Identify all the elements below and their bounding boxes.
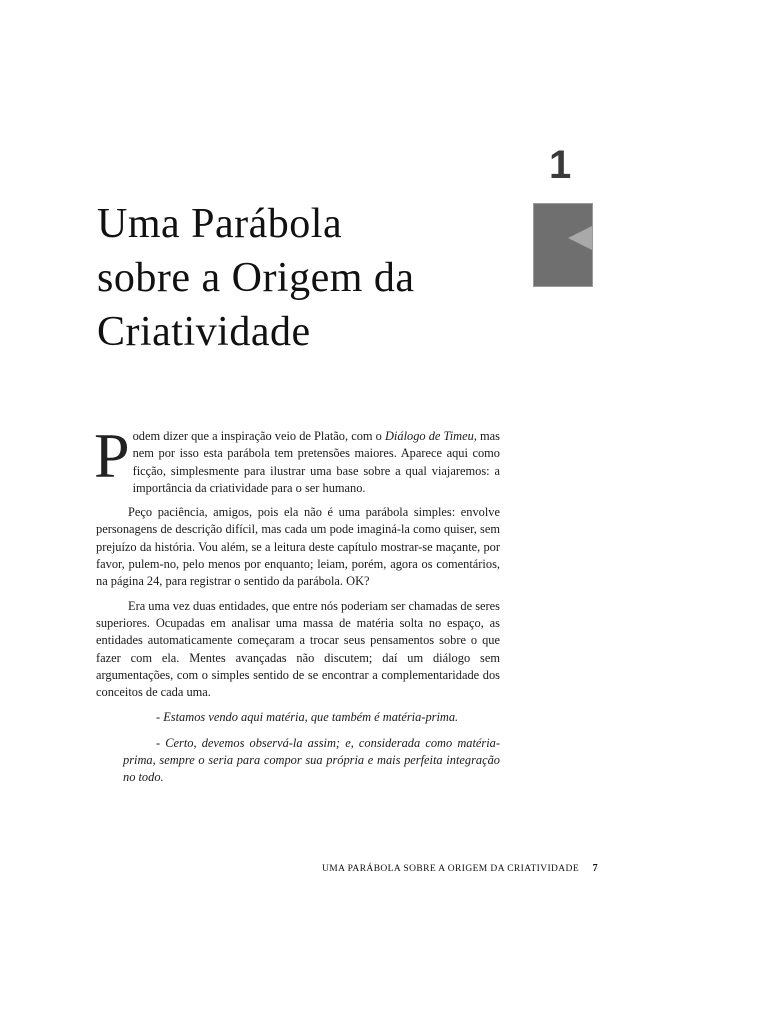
chapter-title-line-3: Criatividade: [97, 309, 311, 355]
dialogue-line-1: [96, 709, 500, 726]
paragraph-1-text-b: mas nem por isso esta parábola tem pretensões maiores. Aparece aqui como ficção, simplesmente para ilustrar uma base sobre a qual viajaremos: a importância da criatividade para o ser humano.: [132, 429, 500, 495]
drop-cap: P: [94, 420, 130, 491]
chapter-number: 1: [549, 143, 572, 187]
chapter-title-line-1: Uma Parábola: [97, 201, 343, 247]
page-footer: [322, 862, 598, 876]
running-head: UMA PARÁBOLA SOBRE A ORIGEM DA CRIATIVIDADE: [322, 864, 580, 874]
chapter-block-notch: [568, 226, 592, 250]
chapter-title: [97, 197, 517, 359]
dialogue-line-2: [96, 735, 500, 787]
paragraph-1-text-a: odem dizer que a inspiração veio de Platão, com o: [132, 429, 385, 443]
paragraph-1: [94, 420, 500, 497]
body-text: [94, 420, 500, 787]
dialogue-line-1-text: - Estamos vendo aqui matéria, que também é matéria-prima.: [156, 710, 459, 725]
chapter-title-line-2: sobre a Origem da: [97, 255, 415, 301]
paragraph-3: Era uma vez duas entidades, que entre nós poderiam ser chamadas de seres superiores. Ocupadas em analisar uma massa de matéria solta no espaço, as entidades automaticamente começaram a trocar seus pensamentos sobre o que fazer com ela. Mentes avançadas não discutem; daí um diálogo sem argumentações, com o simples sentido de se encontrar a complementaridade dos conceitos de cada uma.: [96, 598, 500, 700]
chapter-decoration-block: [533, 203, 593, 287]
paragraph-1-italic-title: Diálogo de Timeu,: [384, 429, 477, 443]
page-number: 7: [592, 863, 598, 874]
dialogue-line-2-text: - Certo, devemos observá-la assim; e, considerada como matéria-prima, sempre o seria para compor sua própria e mais perfeita integração no todo.: [123, 735, 500, 785]
paragraph-2: Peço paciência, amigos, pois ela não é uma parábola simples: envolve personagens de descrição difícil, mas cada um pode imaginá-la como quiser, sem prejuízo da história. Vou além, se a leitura deste capítulo mostrar-se maçante, por favor, pulem-no, pelo menos por enquanto; leiam, porém, agora os comentários, na página 24, para registrar o sentido da parábola. OK?: [96, 505, 500, 589]
